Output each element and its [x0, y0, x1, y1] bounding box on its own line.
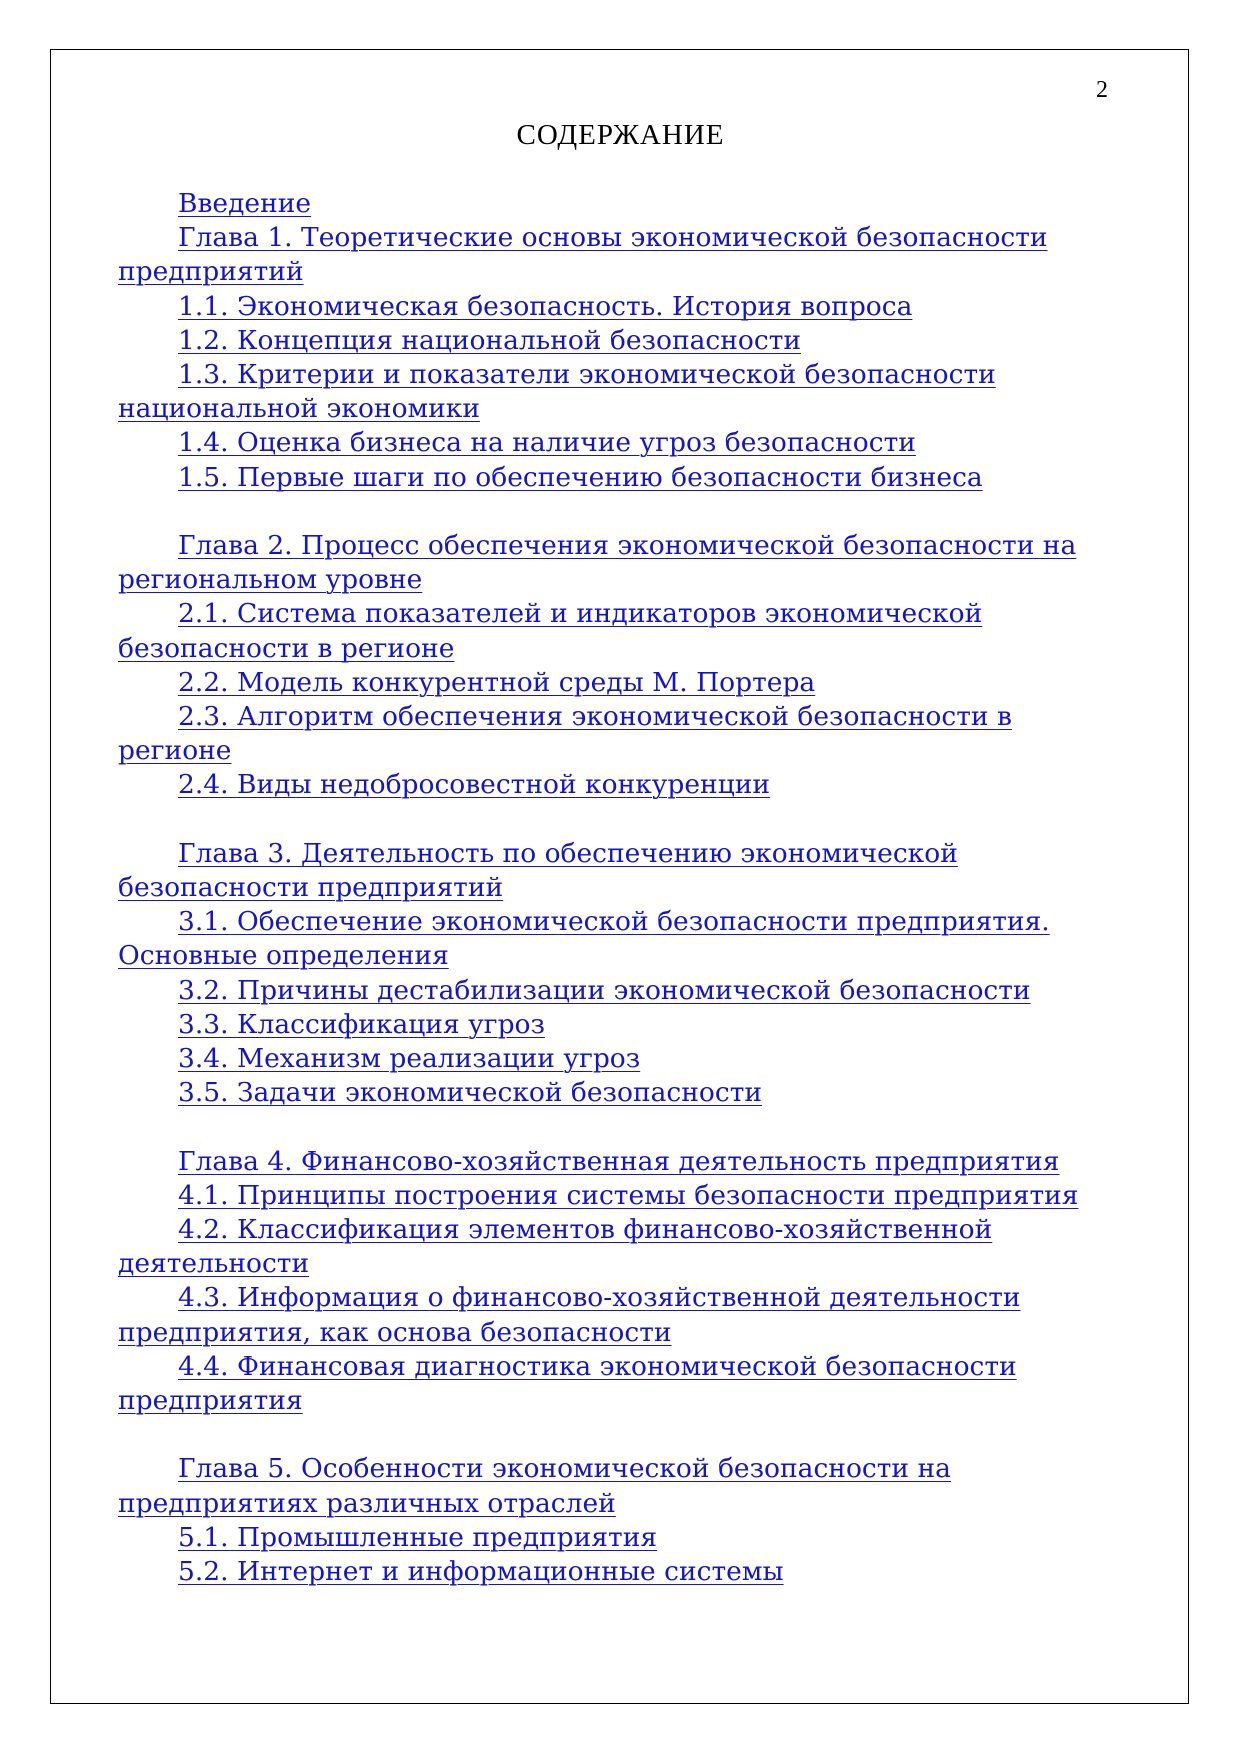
toc-link-chapter-4[interactable]: Глава 4. Финансово-хозяйственная деятельность предприятия	[178, 1145, 1060, 1177]
toc-link-chapter-2[interactable]: Глава 2. Процесс обеспечения экономической безопасности на региональном уровне	[118, 530, 1077, 596]
toc-link-chapter-5[interactable]: Глава 5. Особенности экономической безопасности на предприятиях различных отраслей	[118, 1453, 951, 1519]
toc-link-1-3[interactable]: 1.3. Критерии и показатели экономической безопасности национальной экономики	[118, 359, 996, 425]
toc-link-4-2[interactable]: 4.2. Классификация элементов финансово-хозяйственной деятельности	[118, 1214, 993, 1280]
toc-link-2-3[interactable]: 2.3. Алгоритм обеспечения экономической безопасности в регионе	[118, 701, 1012, 767]
toc-link-4-3[interactable]: 4.3. Информация о финансово-хозяйственной деятельности предприятия, как основа безопасности	[118, 1282, 1021, 1348]
toc-link-1-5[interactable]: 1.5. Первые шаги по обеспечению безопасности бизнеса	[178, 461, 983, 493]
toc-link-2-2[interactable]: 2.2. Модель конкурентной среды М. Портера	[178, 666, 816, 698]
toc-link-1-1[interactable]: 1.1. Экономическая безопасность. История вопроса	[178, 290, 913, 322]
table-of-contents	[118, 187, 1118, 1589]
page-number: 2	[1096, 77, 1108, 103]
toc-link-3-1[interactable]: 3.1. Обеспечение экономической безопасности предприятия. Основные определения	[118, 906, 1050, 972]
toc-link-chapter-3[interactable]: Глава 3. Деятельность по обеспечению экономической безопасности предприятий	[118, 837, 958, 904]
toc-link-3-2[interactable]: 3.2. Причины дестабилизации экономической безопасности	[178, 974, 1031, 1006]
toc-link-chapter-1[interactable]: Глава 1. Теоретические основы экономической безопасности предприятий	[118, 222, 1048, 288]
toc-link-2-1[interactable]: 2.1. Система показателей и индикаторов экономической безопасности в регионе	[118, 598, 983, 664]
toc-link-3-5[interactable]: 3.5. Задачи экономической безопасности	[178, 1077, 763, 1109]
toc-link-2-4[interactable]: 2.4. Виды недобросовестной конкуренции	[178, 769, 771, 801]
toc-link-5-1[interactable]: 5.1. Промышленные предприятия	[178, 1521, 658, 1553]
page-title: СОДЕРЖАНИЕ	[516, 119, 725, 151]
toc-link-3-4[interactable]: 3.4. Механизм реализации угроз	[178, 1043, 641, 1075]
toc-link-1-2[interactable]: 1.2. Концепция национальной безопасности	[178, 324, 802, 356]
toc-link-1-4[interactable]: 1.4. Оценка бизнеса на наличие угроз безопасности	[178, 427, 916, 459]
toc-link-5-2[interactable]: 5.2. Интернет и информационные системы	[178, 1556, 784, 1588]
toc-link-4-1[interactable]: 4.1. Принципы построения системы безопасности предприятия	[178, 1179, 1079, 1211]
toc-link-4-4[interactable]: 4.4. Финансовая диагностика экономической безопасности предприятия	[118, 1350, 1017, 1417]
toc-link-3-3[interactable]: 3.3. Классификация угроз	[178, 1008, 545, 1040]
toc-link-introduction[interactable]: Введение	[178, 188, 312, 219]
